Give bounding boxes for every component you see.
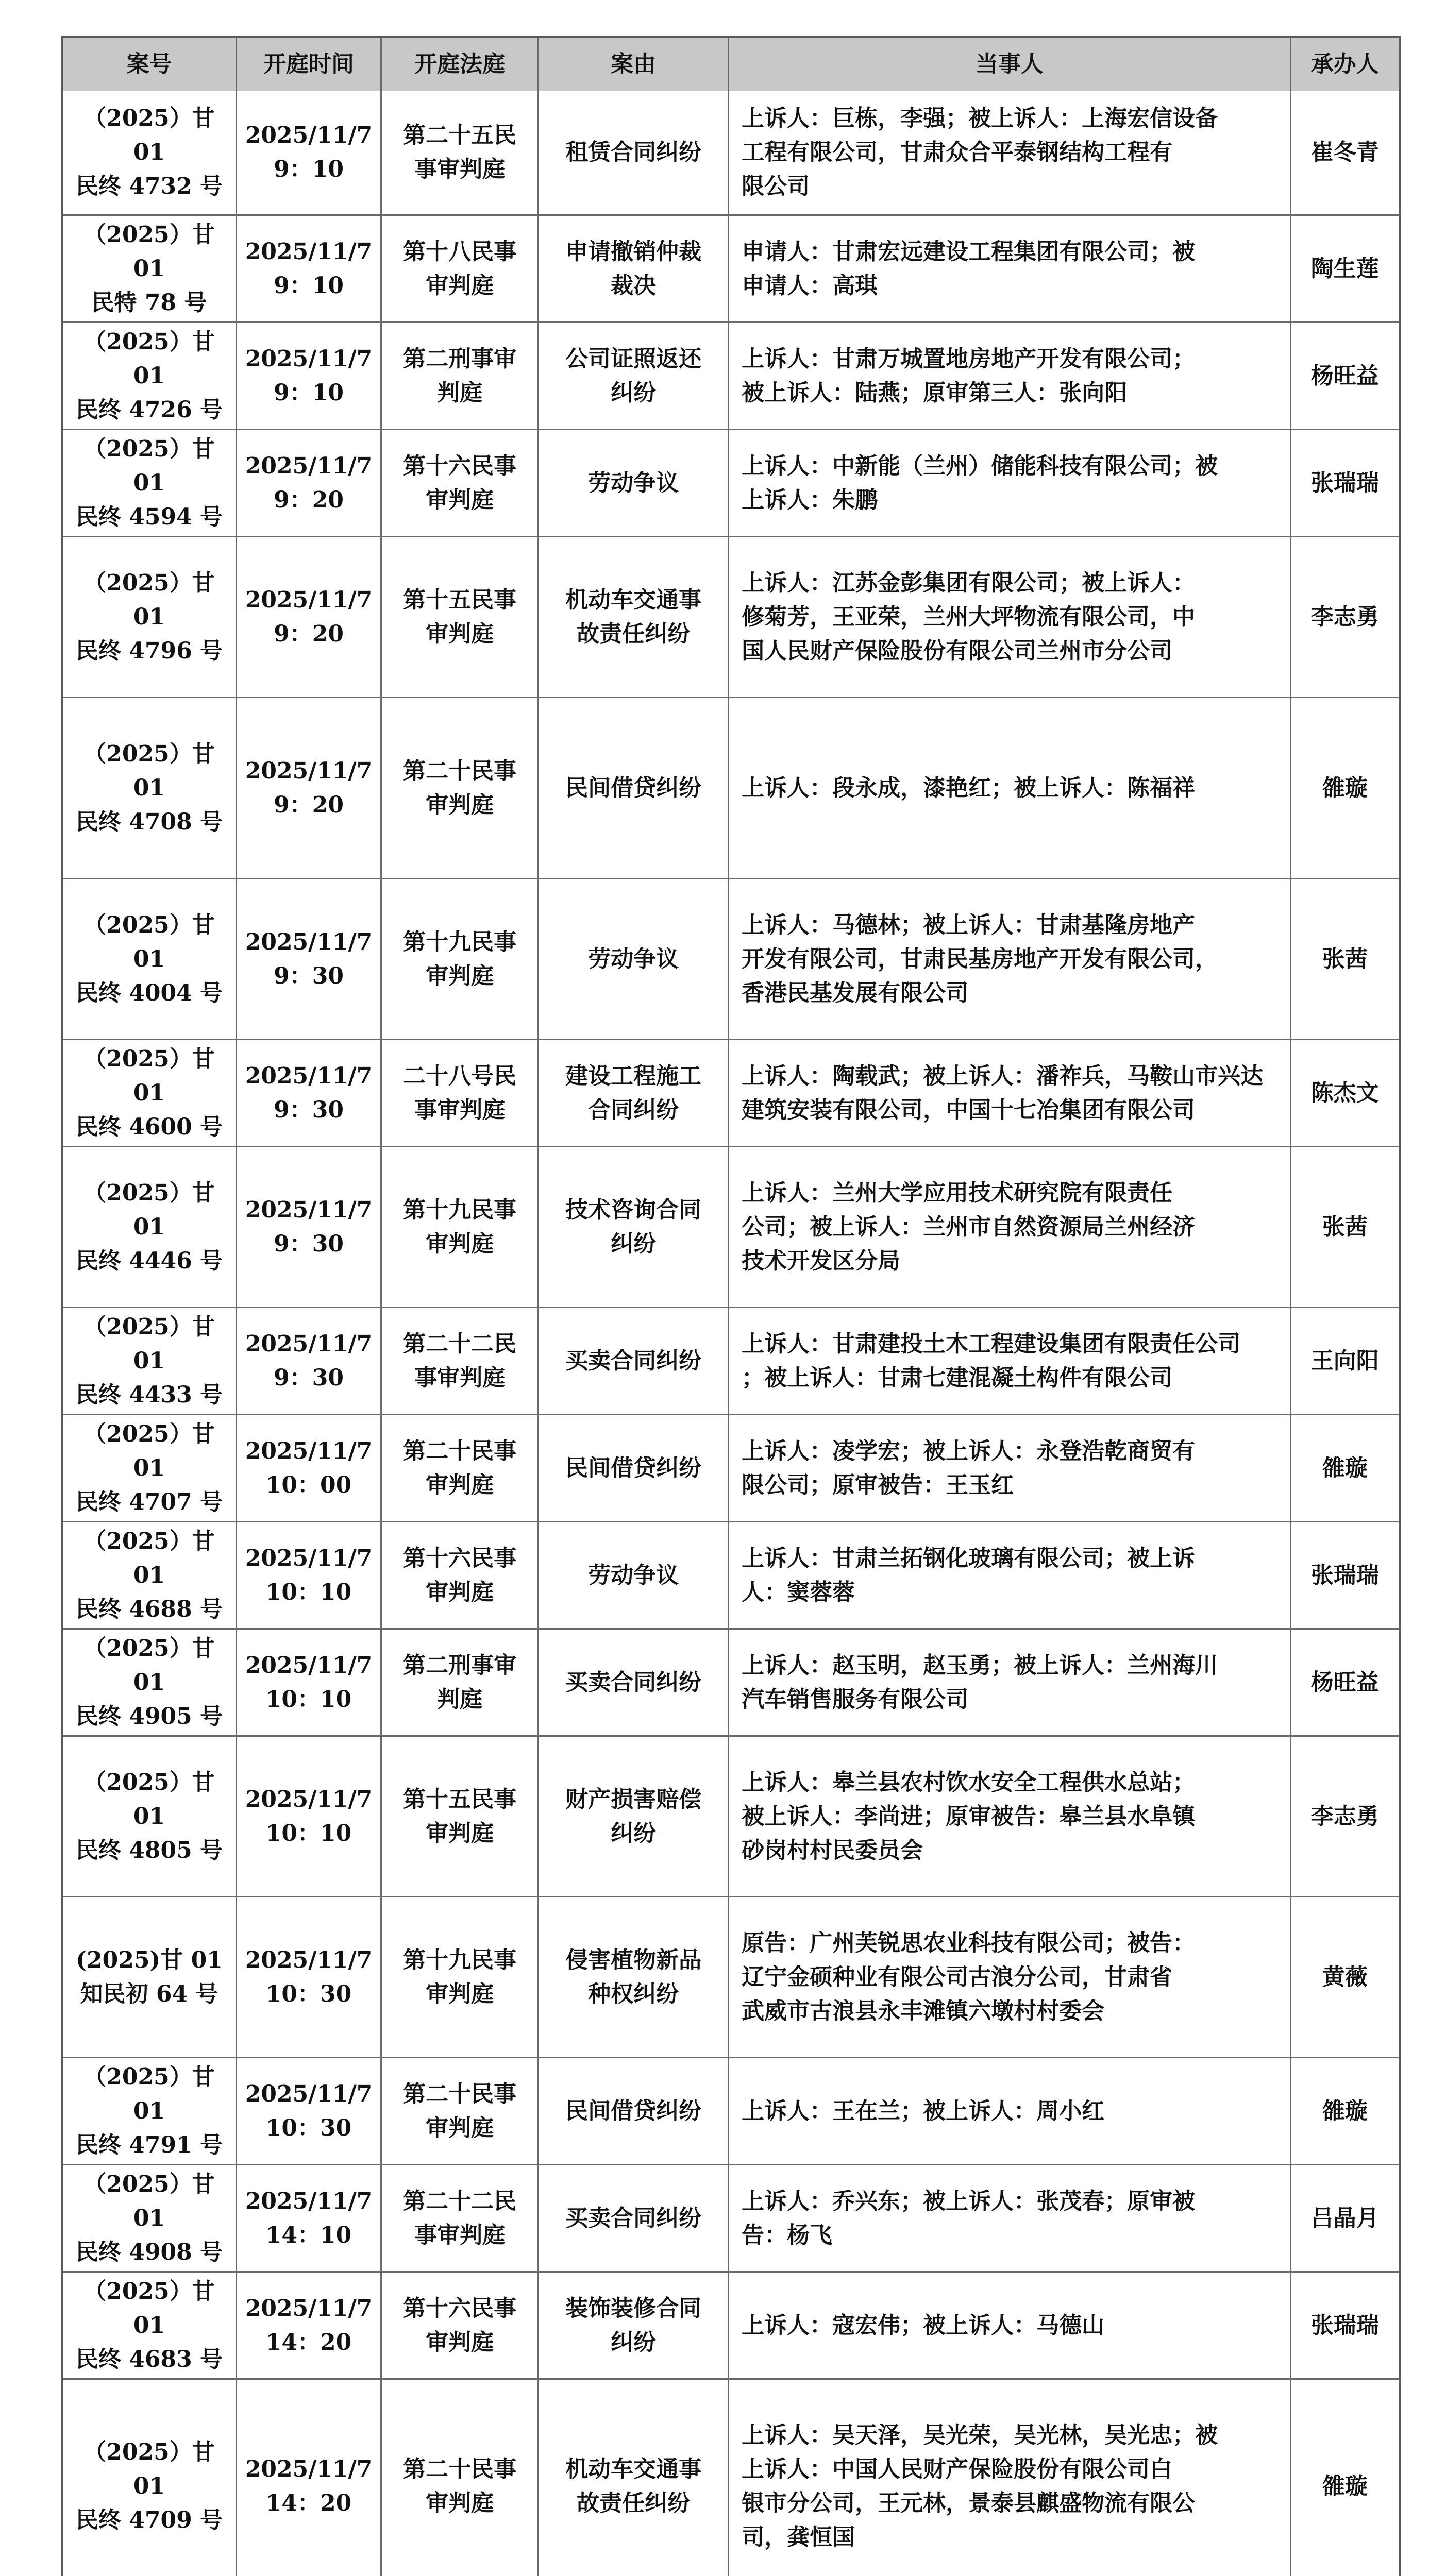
cell-case-number: （2025）甘 01 民终 4446 号 <box>75 1179 223 1274</box>
cell-courtroom: 第十六民事 审判庭 <box>380 2273 537 2378</box>
header-case-no: 案号 <box>126 50 172 77</box>
table-row <box>63 91 1399 214</box>
cell-hearing-time: 2025/11/7 9：10 <box>236 91 380 214</box>
cell-parties: 上诉人：陶载武；被上诉人：潘祚兵，马鞍山市兴达 建筑安装有限公司，中国十七冶集团有限公司 <box>728 1040 1290 1146</box>
cell-cause: 劳动争议 <box>537 430 728 536</box>
cell-parties: 上诉人：甘肃兰拓钢化玻璃有限公司；被上诉 人：窦蓉蓉 <box>728 1522 1290 1628</box>
cell-hearing-time: 2025/11/7 10：10 <box>236 1522 380 1628</box>
cell-courtroom: 第二十五民 事审判庭 <box>380 91 537 214</box>
cell-cause: 公司证照返还 纠纷 <box>537 323 728 429</box>
table-body <box>63 91 1399 2576</box>
cell-judge: 张瑞瑞 <box>1290 2273 1399 2378</box>
table-row <box>63 1414 1399 1521</box>
table-row <box>63 2271 1399 2378</box>
cell-cause: 申请撤销仲裁 裁决 <box>537 216 728 321</box>
cell-parties: 上诉人：甘肃建投土木工程建设集团有限责任公司 ；被上诉人：甘肃七建混凝土构件有限公司 <box>728 1308 1290 1414</box>
cell-parties: 上诉人：王在兰；被上诉人：周小红 <box>728 2058 1290 2164</box>
cell-cause: 民间借贷纠纷 <box>537 698 728 878</box>
cell-courtroom: 第十五民事 审判庭 <box>380 1737 537 1896</box>
header-courtroom: 开庭法庭 <box>380 38 537 91</box>
cell-judge: 李志勇 <box>1290 537 1399 697</box>
table-row <box>63 1896 1399 2057</box>
table-row <box>63 1039 1399 1146</box>
cell-cause: 民间借贷纠纷 <box>537 1415 728 1521</box>
cell-cause: 租赁合同纠纷 <box>537 91 728 214</box>
cell-hearing-time: 2025/11/7 14：20 <box>236 2273 380 2378</box>
cell-judge: 雒璇 <box>1290 1415 1399 1521</box>
cell-courtroom: 第十五民事 审判庭 <box>380 537 537 697</box>
cell-case-number: （2025）甘 01 民终 4796 号 <box>75 569 223 664</box>
cell-parties: 上诉人：兰州大学应用技术研究院有限责任 公司；被上诉人：兰州市自然资源局兰州经济 技术开发区分局 <box>728 1147 1290 1307</box>
table-row <box>63 1146 1399 1307</box>
cell-cause: 装饰装修合同 纠纷 <box>537 2273 728 2378</box>
cell-courtroom: 第十八民事 审判庭 <box>380 216 537 321</box>
cell-courtroom: 第二十民事 审判庭 <box>380 698 537 878</box>
cell-parties: 上诉人：段永成，漆艳红；被上诉人：陈福祥 <box>728 698 1290 878</box>
table-row <box>63 214 1399 321</box>
table-row <box>63 1628 1399 1735</box>
cell-courtroom: 第十九民事 审判庭 <box>380 879 537 1039</box>
cell-case-number: （2025）甘 01 民特 78 号 <box>83 221 215 316</box>
cell-cause: 劳动争议 <box>537 1522 728 1628</box>
cell-parties: 上诉人：吴天泽，吴光荣，吴光林，吴光忠；被 上诉人：中国人民财产保险股份有限公司白 银市分公司，王元林，景泰县麒盛物流有限公 司，龚恒国 <box>728 2380 1290 2576</box>
cell-parties: 上诉人：巨栋，李强；被上诉人：上海宏信设备 工程有限公司，甘肃众合平泰钢结构工程有 限公司 <box>728 91 1290 214</box>
cell-hearing-time: 2025/11/7 9：30 <box>236 879 380 1039</box>
cell-cause: 建设工程施工 合同纠纷 <box>537 1040 728 1146</box>
cell-parties: 上诉人：江苏金彭集团有限公司；被上诉人： 修菊芳，王亚荣，兰州大坪物流有限公司，中 国人民财产保险股份有限公司兰州市分公司 <box>728 537 1290 697</box>
cell-case-number: （2025）甘 01 民终 4908 号 <box>75 2171 223 2265</box>
cell-case-number: （2025）甘 01 民终 4708 号 <box>75 740 223 835</box>
cell-parties: 上诉人：马德林；被上诉人：甘肃基隆房地产 开发有限公司，甘肃民基房地产开发有限公司， 香港民基发展有限公司 <box>728 879 1290 1039</box>
table-row <box>63 1521 1399 1628</box>
header-hearing-time: 开庭时间 <box>236 38 380 91</box>
table-row <box>63 1307 1399 1414</box>
cell-parties: 原告：广州芙锐思农业科技有限公司；被告： 辽宁金硕种业有限公司古浪分公司，甘肃省 武威市古浪县永丰滩镇六墩村村委会 <box>728 1897 1290 2057</box>
cell-judge: 王向阳 <box>1290 1308 1399 1414</box>
table-row <box>63 2378 1399 2576</box>
cell-case-number: （2025）甘 01 民终 4791 号 <box>75 2063 223 2158</box>
cell-case-number: (2025)甘 01 知民初 64 号 <box>76 1946 223 2007</box>
cell-parties: 上诉人：中新能（兰州）储能科技有限公司；被 上诉人：朱鹏 <box>728 430 1290 536</box>
table-header-row <box>63 38 1399 91</box>
cell-parties: 上诉人：凌学宏；被上诉人：永登浩乾商贸有 限公司；原审被告：王玉红 <box>728 1415 1290 1521</box>
cell-cause: 财产损害赔偿 纠纷 <box>537 1737 728 1896</box>
cell-hearing-time: 2025/11/7 9：10 <box>236 216 380 321</box>
cell-cause: 机动车交通事 故责任纠纷 <box>537 537 728 697</box>
cell-parties: 上诉人：乔兴东；被上诉人：张茂春；原审被 告：杨飞 <box>728 2165 1290 2271</box>
cell-cause: 买卖合同纠纷 <box>537 1308 728 1414</box>
cell-judge: 杨旺益 <box>1290 323 1399 429</box>
cell-parties: 上诉人：甘肃万城置地房地产开发有限公司； 被上诉人：陆燕；原审第三人：张向阳 <box>728 323 1290 429</box>
table-row <box>63 536 1399 697</box>
header-parties: 当事人 <box>728 38 1290 91</box>
cell-courtroom: 第二刑事审 判庭 <box>380 323 537 429</box>
header-cause: 案由 <box>537 38 728 91</box>
cell-courtroom: 第十六民事 审判庭 <box>380 430 537 536</box>
cell-judge: 陶生莲 <box>1290 216 1399 321</box>
table-row <box>63 2057 1399 2164</box>
cell-parties: 申请人：甘肃宏远建设工程集团有限公司；被 申请人：高琪 <box>728 216 1290 321</box>
cell-case-number: （2025）甘 01 民终 4707 号 <box>75 1420 223 1515</box>
cell-parties: 上诉人：寇宏伟；被上诉人：马德山 <box>728 2273 1290 2378</box>
cell-hearing-time: 2025/11/7 9：30 <box>236 1040 380 1146</box>
table-row <box>63 2164 1399 2271</box>
table-row <box>63 1735 1399 1896</box>
cell-courtroom: 第十九民事 审判庭 <box>380 1147 537 1307</box>
cell-judge: 张茜 <box>1290 879 1399 1039</box>
cell-parties: 上诉人：皋兰县农村饮水安全工程供水总站； 被上诉人：李尚进；原审被告：皋兰县水阜镇 砂岗村村民委员会 <box>728 1737 1290 1896</box>
cell-courtroom: 第二刑事审 判庭 <box>380 1630 537 1735</box>
cell-judge: 张茜 <box>1290 1147 1399 1307</box>
cell-courtroom: 第十六民事 审判庭 <box>380 1522 537 1628</box>
cell-cause: 机动车交通事 故责任纠纷 <box>537 2380 728 2576</box>
cell-hearing-time: 2025/11/7 10：30 <box>236 2058 380 2164</box>
cell-cause: 技术咨询合同 纠纷 <box>537 1147 728 1307</box>
cell-hearing-time: 2025/11/7 10：00 <box>236 1415 380 1521</box>
cell-judge: 黄薇 <box>1290 1897 1399 2057</box>
cell-courtroom: 第二十二民 事审判庭 <box>380 2165 537 2271</box>
cell-cause: 侵害植物新品 种权纠纷 <box>537 1897 728 2057</box>
table-row <box>63 429 1399 536</box>
cell-parties: 上诉人：赵玉明，赵玉勇；被上诉人：兰州海川 汽车销售服务有限公司 <box>728 1630 1290 1735</box>
cell-hearing-time: 2025/11/7 9：30 <box>236 1147 380 1307</box>
cell-case-number: （2025）甘 01 民终 4688 号 <box>75 1528 223 1622</box>
cell-judge: 张瑞瑞 <box>1290 1522 1399 1628</box>
cell-case-number: （2025）甘 01 民终 4805 号 <box>75 1769 223 1863</box>
cell-courtroom: 二十八号民 事审判庭 <box>380 1040 537 1146</box>
cell-case-number: （2025）甘 01 民终 4683 号 <box>75 2278 223 2372</box>
cell-hearing-time: 2025/11/7 10：30 <box>236 1897 380 2057</box>
cell-judge: 吕晶月 <box>1290 2165 1399 2271</box>
cell-hearing-time: 2025/11/7 14：20 <box>236 2380 380 2576</box>
cell-hearing-time: 2025/11/7 9：10 <box>236 323 380 429</box>
cell-judge: 张瑞瑞 <box>1290 430 1399 536</box>
cell-hearing-time: 2025/11/7 9：20 <box>236 537 380 697</box>
cell-judge: 雒璇 <box>1290 698 1399 878</box>
cell-cause: 买卖合同纠纷 <box>537 1630 728 1735</box>
cell-judge: 陈杰文 <box>1290 1040 1399 1146</box>
table-row <box>63 878 1399 1039</box>
cell-judge: 雒璇 <box>1290 2380 1399 2576</box>
cell-case-number: （2025）甘 01 民终 4594 号 <box>75 435 223 530</box>
cell-hearing-time: 2025/11/7 9：20 <box>236 430 380 536</box>
cell-case-number: （2025）甘 01 民终 4600 号 <box>75 1045 223 1140</box>
cell-hearing-time: 2025/11/7 9：30 <box>236 1308 380 1414</box>
table-row <box>63 321 1399 429</box>
header-judge: 承办人 <box>1290 38 1399 91</box>
cell-case-number: （2025）甘 01 民终 4004 号 <box>75 911 223 1006</box>
cell-courtroom: 第十九民事 审判庭 <box>380 1897 537 2057</box>
cell-case-number: （2025）甘 01 民终 4726 号 <box>75 328 223 423</box>
cell-courtroom: 第二十民事 审判庭 <box>380 2058 537 2164</box>
cell-cause: 民间借贷纠纷 <box>537 2058 728 2164</box>
cell-hearing-time: 2025/11/7 10：10 <box>236 1737 380 1896</box>
cell-case-number: （2025）甘 01 民终 4905 号 <box>75 1635 223 1730</box>
cell-courtroom: 第二十二民 事审判庭 <box>380 1308 537 1414</box>
hearing-schedule-table <box>61 36 1401 2576</box>
cell-courtroom: 第二十民事 审判庭 <box>380 1415 537 1521</box>
cell-hearing-time: 2025/11/7 14：10 <box>236 2165 380 2271</box>
table-row <box>63 697 1399 878</box>
cell-case-number: （2025）甘 01 民终 4433 号 <box>75 1313 223 1408</box>
cell-hearing-time: 2025/11/7 9：20 <box>236 698 380 878</box>
cell-hearing-time: 2025/11/7 10：10 <box>236 1630 380 1735</box>
cell-case-number: （2025）甘 01 民终 4709 号 <box>75 2438 223 2533</box>
cell-case-number: （2025）甘 01 民终 4732 号 <box>75 105 223 199</box>
cell-judge: 李志勇 <box>1290 1737 1399 1896</box>
cell-judge: 杨旺益 <box>1290 1630 1399 1735</box>
cell-judge: 雒璇 <box>1290 2058 1399 2164</box>
cell-judge: 崔冬青 <box>1290 91 1399 214</box>
cell-cause: 买卖合同纠纷 <box>537 2165 728 2271</box>
cell-courtroom: 第二十民事 审判庭 <box>380 2380 537 2576</box>
cell-cause: 劳动争议 <box>537 879 728 1039</box>
